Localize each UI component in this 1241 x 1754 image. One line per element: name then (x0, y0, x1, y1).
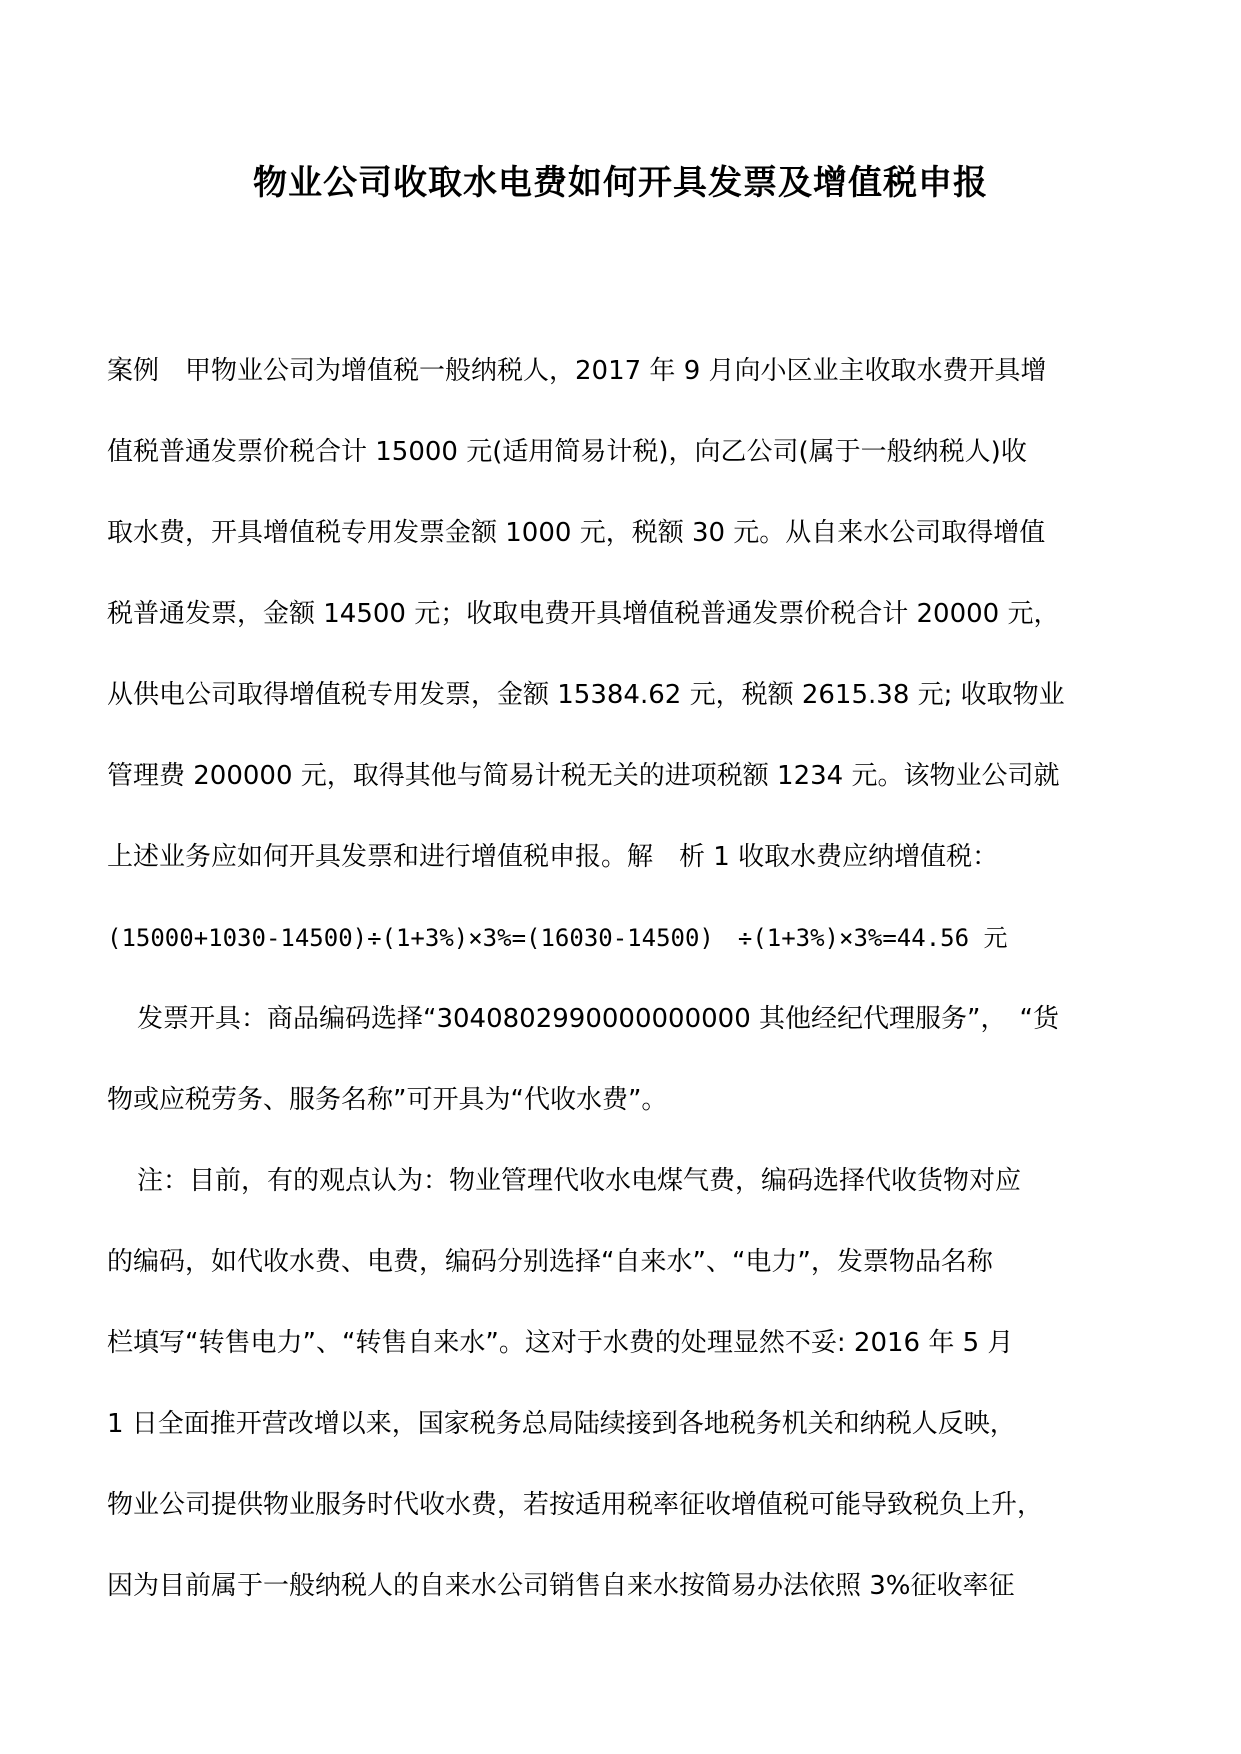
formula-line: (15000+1030-14500)÷(1+3%)×3%=(16030-14500) ÷(1+3%)×3%=44.56 元 (107, 924, 1008, 952)
body-line: 因为目前属于一般纳税人的自来水公司销售自来水按简易办法依照 3%征收率征 (107, 1571, 1015, 1601)
body-line: 1 日全面推开营改增以来，国家税务总局陆续接到各地税务机关和纳税人反映， (107, 1409, 1016, 1439)
body-line: 管理费 200000 元，取得其他与简易计税无关的进项税额 1234 元。该物业公司就 (107, 761, 1060, 791)
body-line: 取水费，开具增值税专用发票金额 1000 元，税额 30 元。从自来水公司取得增值 (107, 518, 1046, 548)
body-line: 物或应税劳务、服务名称”可开具为“代收水费”。 (107, 1085, 668, 1115)
body-line: 税普通发票，金额 14500 元；收取电费开具增值税普通发票价税合计 20000 元， (107, 599, 1060, 629)
body-line: 的编码，如代收水费、电费，编码分别选择“自来水”、“电力”，发票物品名称 (107, 1247, 993, 1277)
body-line: 注：目前，有的观点认为：物业管理代收水电煤气费，编码选择代收货物对应 (137, 1166, 1022, 1196)
body-line: 发票开具：商品编码选择“3040802990000000000 其他经纪代理服务”， “货 (137, 1004, 1059, 1034)
body-line: 值税普通发票价税合计 15000 元(适用简易计税)，向乙公司(属于一般纳税人)收 (107, 437, 1027, 467)
body-line: 物业公司提供物业服务时代收水费，若按适用税率征收增值税可能导致税负上升， (107, 1490, 1044, 1520)
document-title: 物业公司收取水电费如何开具发票及增值税申报 (253, 163, 988, 203)
body-line: 从供电公司取得增值税专用发票，金额 15384.62 元，税额 2615.38 元; 收取物业 (107, 680, 1065, 710)
document-body (107, 345, 1137, 1641)
body-line: 栏填写“转售电力”、“转售自来水”。这对于水费的处理显然不妥: 2016 年 5 月 (107, 1328, 1014, 1358)
body-line: 上述业务应如何开具发票和进行增值税申报。解 析 1 收取水费应纳增值税： (107, 842, 999, 872)
body-line: 案例 甲物业公司为增值税一般纳税人，2017 年 9 月向小区业主收取水费开具增 (107, 356, 1047, 386)
